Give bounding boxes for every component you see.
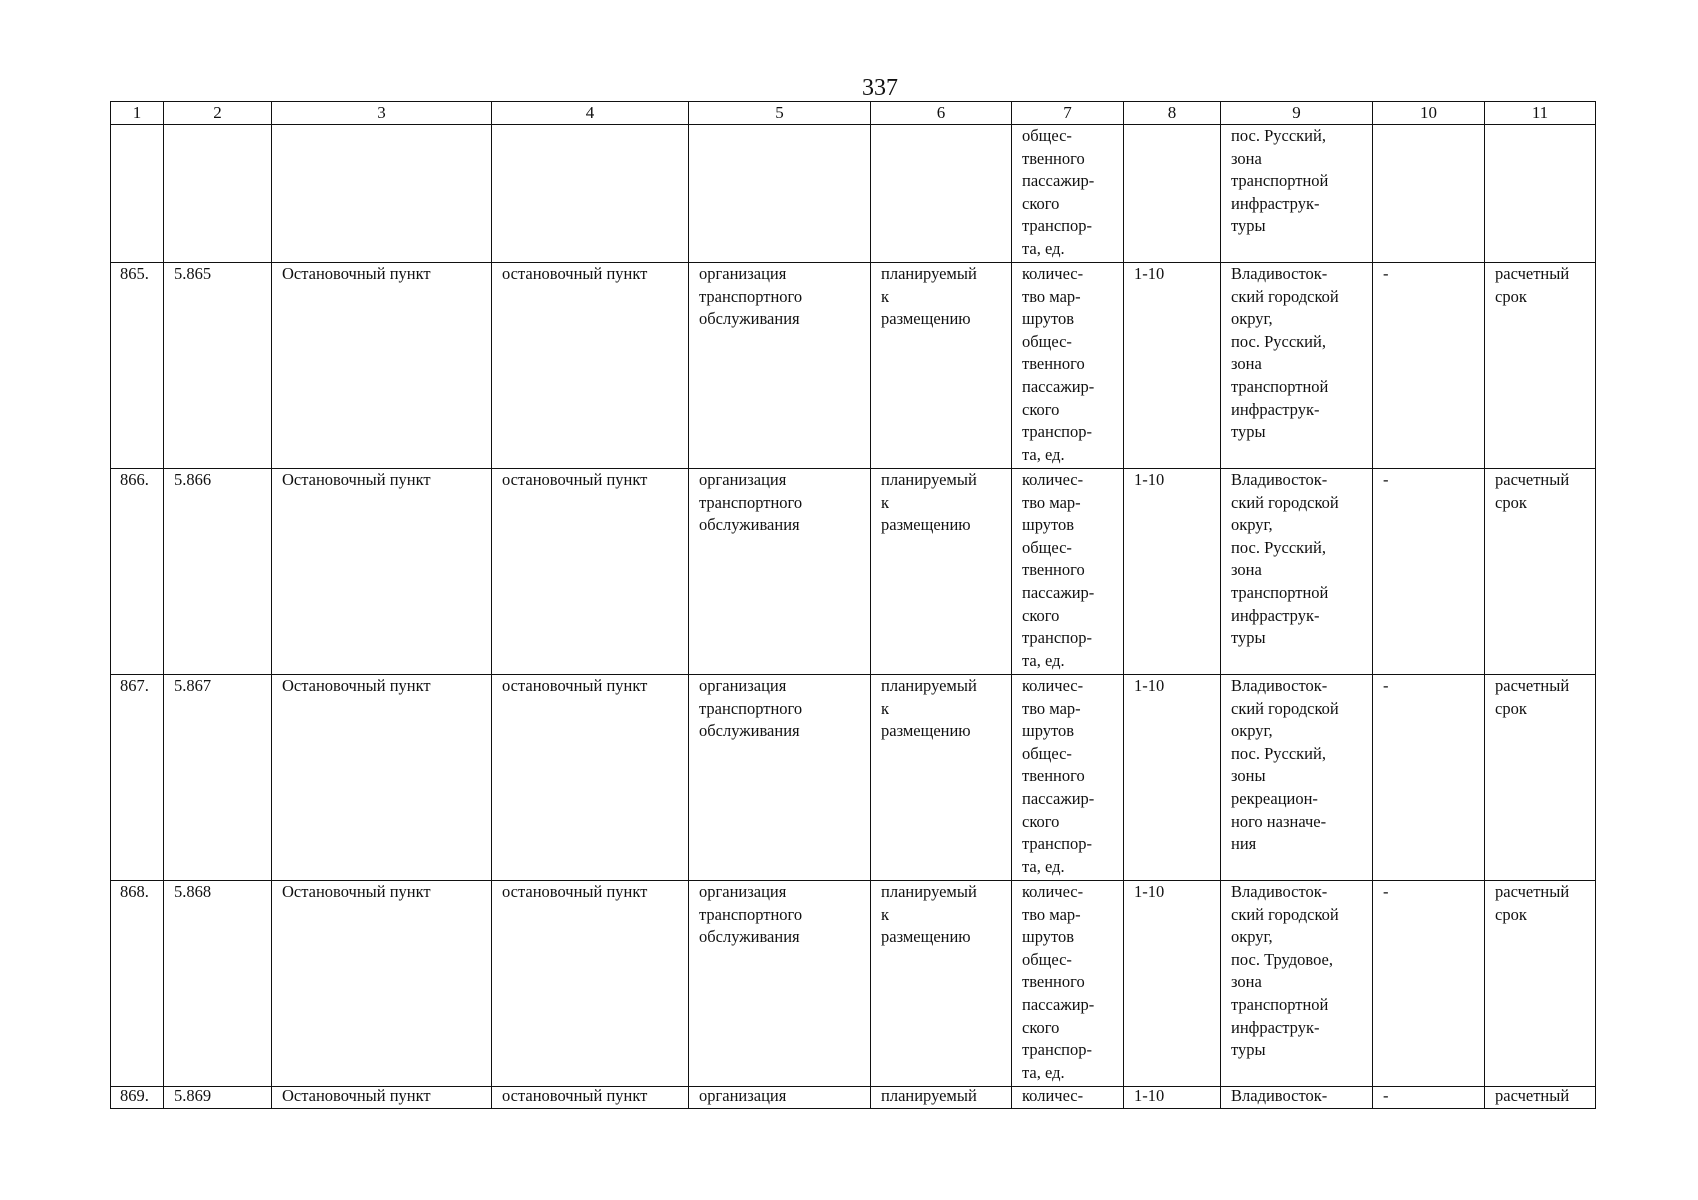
- column-number-cell: 3: [272, 102, 492, 125]
- table-cell: общес- твенного пассажир- ского транспор- та, ед.: [1012, 125, 1124, 263]
- table-cell: организация транспортного обслуживания: [689, 469, 871, 675]
- table-cell: остановочный пункт: [492, 675, 689, 881]
- table-cell: Владивосток- ский городской округ, пос. Русский, зона транспортной инфраструк- туры: [1221, 263, 1373, 469]
- table-cell: планируемый: [871, 1087, 1012, 1109]
- column-number-cell: 10: [1373, 102, 1485, 125]
- table-cell: 868.: [111, 881, 164, 1087]
- table-cell: 865.: [111, 263, 164, 469]
- column-number-cell: 7: [1012, 102, 1124, 125]
- column-number-cell: 4: [492, 102, 689, 125]
- table-cell: пос. Русский, зона транспортной инфраструк- туры: [1221, 125, 1373, 263]
- table-cell: -: [1373, 881, 1485, 1087]
- table-cell: организация транспортного обслуживания: [689, 881, 871, 1087]
- table-cell: планируемый к размещению: [871, 469, 1012, 675]
- column-number-cell: 2: [164, 102, 272, 125]
- table-cell: Владивосток- ский городской округ, пос. Трудовое, зона транспортной инфраструк- туры: [1221, 881, 1373, 1087]
- table-cell: расчетный: [1485, 1087, 1596, 1109]
- table-cell: количес- тво мар- шрутов общес- твенного пассажир- ского транспор- та, ед.: [1012, 881, 1124, 1087]
- table-row: [111, 469, 1596, 675]
- table-cell: [1485, 125, 1596, 263]
- table-cell: Остановочный пункт: [272, 469, 492, 675]
- table-cell: [111, 125, 164, 263]
- table-cell: расчетный срок: [1485, 881, 1596, 1087]
- table-cell: [689, 125, 871, 263]
- table-cell: 5.867: [164, 675, 272, 881]
- table-cell: 1-10: [1124, 469, 1221, 675]
- table-cell: 1-10: [1124, 1087, 1221, 1109]
- table-cell: расчетный срок: [1485, 675, 1596, 881]
- table-cell: планируемый к размещению: [871, 881, 1012, 1087]
- table-cell: 1-10: [1124, 675, 1221, 881]
- table-row: [111, 675, 1596, 881]
- table-cell: Остановочный пункт: [272, 263, 492, 469]
- table-cell: расчетный срок: [1485, 263, 1596, 469]
- table-cell: организация транспортного обслуживания: [689, 263, 871, 469]
- table-cell: остановочный пункт: [492, 469, 689, 675]
- table-cell: 5.868: [164, 881, 272, 1087]
- table-row-cut: [111, 1087, 1596, 1109]
- table-cell: организация: [689, 1087, 871, 1109]
- table-cell: -: [1373, 263, 1485, 469]
- column-number-row: [111, 102, 1596, 125]
- column-number-cell: 8: [1124, 102, 1221, 125]
- table-cell: Владивосток- ский городской округ, пос. Русский, зоны рекреацион- ного назначе- ния: [1221, 675, 1373, 881]
- column-number-cell: 11: [1485, 102, 1596, 125]
- table-cell: Остановочный пункт: [272, 881, 492, 1087]
- table-cell: Остановочный пункт: [272, 1087, 492, 1109]
- table-row: [111, 881, 1596, 1087]
- table-cell: Остановочный пункт: [272, 675, 492, 881]
- table-cell: -: [1373, 1087, 1485, 1109]
- register-table: [110, 101, 1596, 1109]
- table-cell: [272, 125, 492, 263]
- table-cell: количес-: [1012, 1087, 1124, 1109]
- table-cell: 5.866: [164, 469, 272, 675]
- table-cell: [1373, 125, 1485, 263]
- table-cell: планируемый к размещению: [871, 263, 1012, 469]
- table-row: [111, 263, 1596, 469]
- continuation-row: [111, 125, 1596, 263]
- table-cell: остановочный пункт: [492, 881, 689, 1087]
- table-cell: планируемый к размещению: [871, 675, 1012, 881]
- table-cell: организация транспортного обслуживания: [689, 675, 871, 881]
- column-number-cell: 5: [689, 102, 871, 125]
- page-number: 337: [862, 75, 898, 101]
- table-cell: [492, 125, 689, 263]
- column-number-cell: 6: [871, 102, 1012, 125]
- table-cell: 1-10: [1124, 263, 1221, 469]
- column-number-cell: 9: [1221, 102, 1373, 125]
- table-cell: расчетный срок: [1485, 469, 1596, 675]
- table-cell: остановочный пункт: [492, 1087, 689, 1109]
- table-cell: остановочный пункт: [492, 263, 689, 469]
- table-cell: 869.: [111, 1087, 164, 1109]
- table-cell: -: [1373, 469, 1485, 675]
- table-cell: -: [1373, 675, 1485, 881]
- table-cell: количес- тво мар- шрутов общес- твенного пассажир- ского транспор- та, ед.: [1012, 263, 1124, 469]
- table-cell: [871, 125, 1012, 263]
- table-cell: 5.865: [164, 263, 272, 469]
- table-cell: 1-10: [1124, 881, 1221, 1087]
- table-cell: количес- тво мар- шрутов общес- твенного пассажир- ского транспор- та, ед.: [1012, 675, 1124, 881]
- column-number-cell: 1: [111, 102, 164, 125]
- table-cell: Владивосток-: [1221, 1087, 1373, 1109]
- table-cell: 867.: [111, 675, 164, 881]
- table-cell: [1124, 125, 1221, 263]
- table-cell: 5.869: [164, 1087, 272, 1109]
- table-cell: количес- тво мар- шрутов общес- твенного пассажир- ского транспор- та, ед.: [1012, 469, 1124, 675]
- table-cell: 866.: [111, 469, 164, 675]
- table-cell: [164, 125, 272, 263]
- table-cell: Владивосток- ский городской округ, пос. Русский, зона транспортной инфраструк- туры: [1221, 469, 1373, 675]
